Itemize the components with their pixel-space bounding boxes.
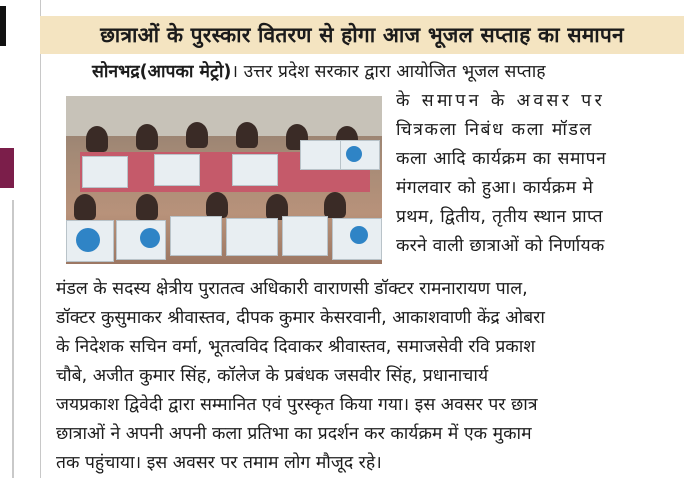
body-line: मंगलवार को हुआ। कार्यक्रम मे <box>396 178 594 198</box>
body-line: प्रथम, द्वितीय, तृतीय स्थान प्राप्त <box>396 207 603 227</box>
photo-painting <box>226 218 278 256</box>
body-line: डॉक्टर कुसुमाकर श्रीवास्तव, दीपक कुमार केसरवानी, आकाशवाणी केंद्र ओबरा <box>56 308 545 328</box>
body-line: जयप्रकाश द्विवेदी द्वारा सम्मानित एवं पुरस्कृत किया गया। इस अवसर पर छात्र <box>56 395 538 415</box>
adjacent-column-edge <box>0 0 22 478</box>
body-line <box>92 58 646 87</box>
article-body-top <box>92 58 646 261</box>
photo-globe-drawing <box>346 146 362 162</box>
adjacent-column-maroon-block <box>0 148 14 188</box>
photo-painting <box>170 216 222 256</box>
article-headline: छात्राओं के पुरस्कार वितरण से होगा आज भूजल सप्ताह का समापन <box>40 16 684 54</box>
photo-globe-drawing <box>140 228 160 248</box>
photo-student <box>136 124 158 150</box>
body-line: करने वाली छात्राओं को निर्णायक <box>396 236 605 256</box>
adjacent-column-black-block <box>0 6 6 46</box>
photo-painting <box>282 216 328 256</box>
photo-wall <box>66 96 382 136</box>
body-line: के निदेशक सचिन वर्मा, भूतत्वविद दिवाकर श्रीवास्तव, समाजसेवी रवि प्रकाश <box>56 337 536 357</box>
body-line: कला आदि कार्यक्रम का समापन <box>396 149 607 169</box>
photo-globe-drawing <box>76 228 100 252</box>
photo-student <box>74 194 96 220</box>
photo-painting <box>154 154 200 186</box>
body-line: चौबे, अजीत कुमार सिंह, कॉलेज के प्रबंधक जसवीर सिंह, प्रधानाचार्य <box>56 366 489 386</box>
photo-student <box>236 122 258 148</box>
photo-painting <box>232 154 278 186</box>
column-divider <box>40 0 41 478</box>
article-body-lower <box>56 275 656 478</box>
photo-student <box>186 122 208 148</box>
body-line: मंडल के सदस्य क्षेत्रीय पुरातत्व अधिकारी वाराणसी डॉक्टर रामनारायण पाल, <box>56 279 528 299</box>
photo-globe-drawing <box>350 226 368 244</box>
adjacent-column-rule <box>12 200 14 478</box>
photo-student <box>206 192 228 218</box>
photo-painting <box>82 156 128 188</box>
body-line: तक पहुंचाया। इस अवसर पर तमाम लोग मौजूद रहे। <box>56 453 382 473</box>
body-line-text: । उत्तर प्रदेश सरकार द्वारा आयोजित भूजल सप्ताह <box>231 62 546 82</box>
photo-student <box>324 192 346 218</box>
photo-student <box>86 126 108 152</box>
body-line: छात्राओं ने अपनी अपनी कला प्रतिभा का प्रदर्शन कर कार्यक्रम में एक मुकाम <box>56 424 532 444</box>
body-line: के समापन के अवसर पर <box>396 91 606 111</box>
body-line: चित्रकला निबंध कला मॉडल <box>396 120 593 140</box>
photo-student <box>136 194 158 220</box>
article-photo <box>66 96 382 264</box>
photo-painting <box>300 140 342 170</box>
article-dateline: सोनभद्र(आपका मेट्रो) <box>92 62 232 82</box>
